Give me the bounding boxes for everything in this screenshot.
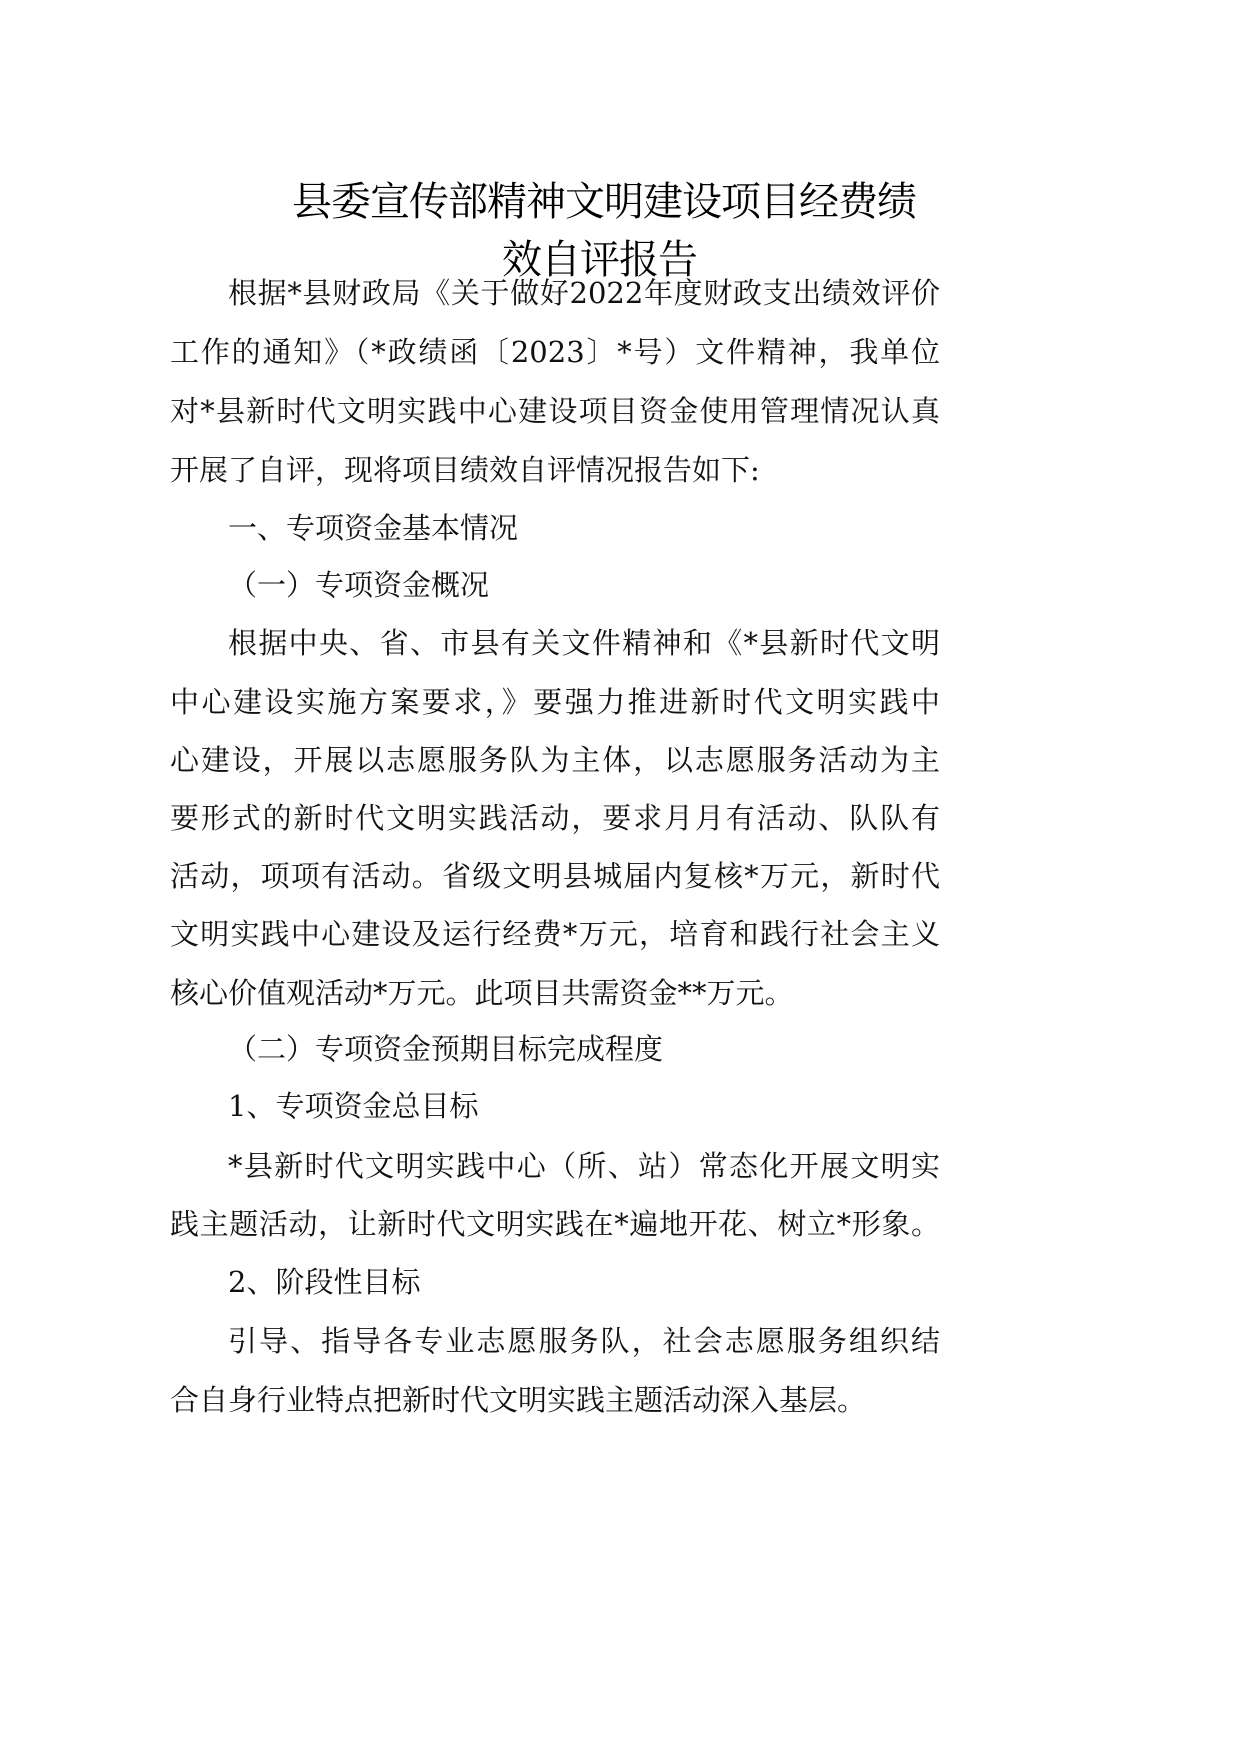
- document-title-line-1: 县委宣传部精神文明建设项目经费绩: [292, 179, 916, 225]
- paragraph-line: 合自身行业特点把新时代文明实践主题活动深入基层。: [170, 1383, 867, 1417]
- paragraph-line: *县新时代文明实践中心（所、站）常态化开展文明实: [228, 1149, 940, 1183]
- item-heading: 2、阶段性目标: [228, 1265, 421, 1299]
- paragraph-line: 核心价值观活动*万元。此项目共需资金**万元。: [170, 976, 794, 1010]
- paragraph-line: 根据中央、省、市县有关文件精神和《*县新时代文明: [228, 626, 940, 660]
- paragraph-line: 心建设，开展以志愿服务队为主体，以志愿服务活动为主: [170, 743, 940, 777]
- subsection-heading: （一）专项资金概况: [228, 568, 490, 602]
- paragraph-line: 根据*县财政局《关于做好2022年度财政支出绩效评价: [228, 276, 940, 310]
- subsection-heading: （二）专项资金预期目标完成程度: [228, 1032, 664, 1066]
- paragraph-line: 对*县新时代文明实践中心建设项目资金使用管理情况认真: [170, 394, 940, 428]
- paragraph-line: 工作的通知》（*政绩函〔2023〕*号）文件精神，我单位: [170, 335, 940, 369]
- paragraph-line: 引导、指导各专业志愿服务队，社会志愿服务组织结: [228, 1324, 940, 1358]
- paragraph-line: 文明实践中心建设及运行经费*万元，培育和践行社会主义: [170, 917, 940, 951]
- section-heading: 一、专项资金基本情况: [228, 511, 519, 545]
- paragraph-line: 中心建设实施方案要求，》要强力推进新时代文明实践中: [170, 685, 940, 719]
- document-title-line-2: 效自评报告: [502, 237, 697, 283]
- paragraph-line: 践主题活动，让新时代文明实践在*遍地开花、树立*形象。: [170, 1207, 940, 1241]
- paragraph-line: 开展了自评，现将项目绩效自评情况报告如下:: [170, 453, 760, 487]
- paragraph-line: 活动，项项有活动。省级文明县城届内复核*万元，新时代: [170, 859, 940, 893]
- item-heading: 1、专项资金总目标: [228, 1089, 479, 1123]
- paragraph-line: 要形式的新时代文明实践活动，要求月月有活动、队队有: [170, 801, 940, 835]
